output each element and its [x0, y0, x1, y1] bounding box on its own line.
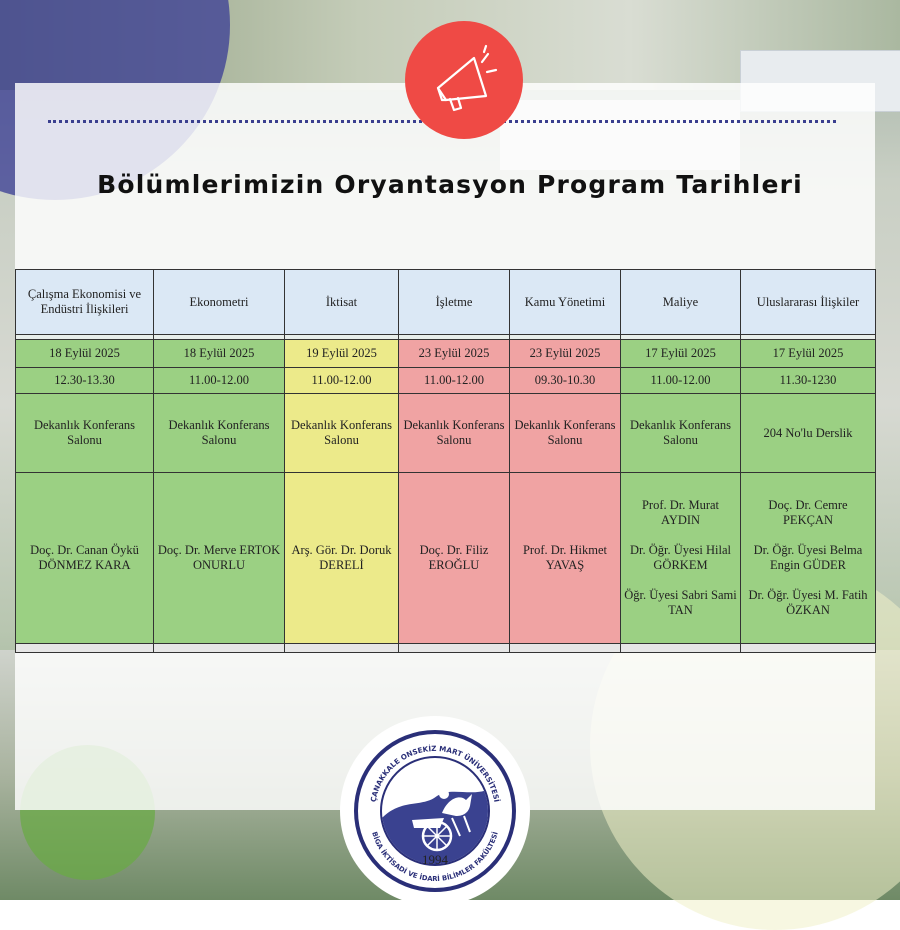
- logo-university-text: ÇANAKKALE ONSEKİZ MART ÜNİVERSİTESİ: [368, 743, 502, 803]
- place-cell: Dekanlık Konferans Salonu: [621, 394, 741, 473]
- time-cell: 11.00-12.00: [154, 368, 285, 394]
- time-cell: 11.00-12.00: [285, 368, 399, 394]
- dept-header: Ekonometri: [154, 270, 285, 335]
- schedule-table: [15, 269, 876, 653]
- people-row: [16, 473, 876, 644]
- chariot-icon: [382, 758, 490, 866]
- time-cell: 09.30-10.30: [510, 368, 621, 394]
- person-cell: Prof. Dr. Hikmet YAVAŞ: [510, 473, 621, 644]
- logo-emblem: [380, 756, 490, 866]
- logo-faculty-text: BİGA İKTİSADİ VE İDARİ BİLİMLER FAKÜLTESİ: [370, 830, 500, 884]
- dept-header: Maliye: [621, 270, 741, 335]
- place-cell: Dekanlık Konferans Salonu: [154, 394, 285, 473]
- dept-header: İktisat: [285, 270, 399, 335]
- person-cell: Doç. Dr. Canan Öykü DÖNMEZ KARA: [16, 473, 154, 644]
- header-row: [16, 270, 876, 335]
- place-cell: Dekanlık Konferans Salonu: [399, 394, 510, 473]
- person-cell: [621, 473, 741, 644]
- place-cell: Dekanlık Konferans Salonu: [16, 394, 154, 473]
- date-cell: 17 Eylül 2025: [621, 340, 741, 368]
- megaphone-icon: [424, 40, 504, 120]
- time-cell: 11.00-12.00: [621, 368, 741, 394]
- place-cell: Dekanlık Konferans Salonu: [285, 394, 399, 473]
- dept-header: Kamu Yönetimi: [510, 270, 621, 335]
- spacer-row: [16, 644, 876, 653]
- date-row: [16, 340, 876, 368]
- person-cell: Doç. Dr. Merve ERTOK ONURLU: [154, 473, 285, 644]
- dept-header: Çalışma Ekonomisi ve Endüstri İlişkileri: [16, 270, 154, 335]
- person-name: Doç. Dr. Cemre PEKÇAN: [768, 498, 848, 527]
- place-cell: 204 No'lu Derslik: [741, 394, 876, 473]
- person-name: Prof. Dr. Murat AYDIN: [641, 498, 720, 527]
- dept-header: İşletme: [399, 270, 510, 335]
- person-cell: Doç. Dr. Filiz EROĞLU: [399, 473, 510, 644]
- time-row: [16, 368, 876, 394]
- dept-header: Uluslararası İlişkiler: [741, 270, 876, 335]
- time-cell: 11.00-12.00: [399, 368, 510, 394]
- date-cell: 23 Eylül 2025: [399, 340, 510, 368]
- place-row: [16, 394, 876, 473]
- time-cell: 11.30-1230: [741, 368, 876, 394]
- date-cell: 19 Eylül 2025: [285, 340, 399, 368]
- person-cell: [741, 473, 876, 644]
- logo-year: 1994: [422, 852, 448, 867]
- date-cell: 18 Eylül 2025: [16, 340, 154, 368]
- university-logo: [340, 716, 530, 906]
- person-name: Öğr. Üyesi Sabri Sami TAN: [624, 588, 737, 617]
- megaphone-badge: [405, 21, 523, 139]
- time-cell: 12.30-13.30: [16, 368, 154, 394]
- date-cell: 23 Eylül 2025: [510, 340, 621, 368]
- person-name: Dr. Öğr. Üyesi Belma Engin GÜDER: [753, 543, 863, 572]
- date-cell: 18 Eylül 2025: [154, 340, 285, 368]
- page-title: Bölümlerimizin Oryantasyon Program Tarihleri: [97, 170, 803, 199]
- person-name: Dr. Öğr. Üyesi M. Fatih ÖZKAN: [748, 588, 868, 617]
- place-cell: Dekanlık Konferans Salonu: [510, 394, 621, 473]
- person-cell: Arş. Gör. Dr. Doruk DERELİ: [285, 473, 399, 644]
- person-name: Dr. Öğr. Üyesi Hilal GÖRKEM: [629, 543, 732, 572]
- date-cell: 17 Eylül 2025: [741, 340, 876, 368]
